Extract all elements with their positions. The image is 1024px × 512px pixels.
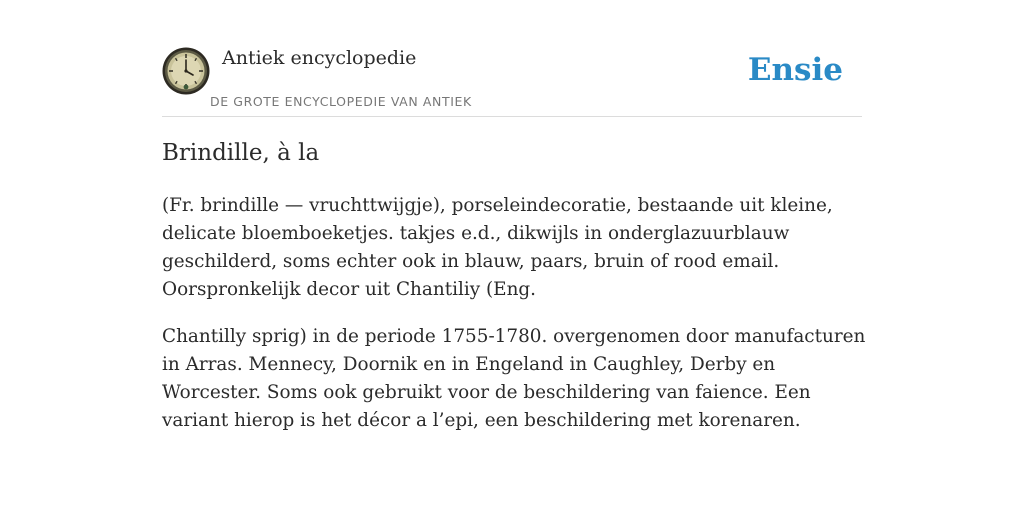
brand-logo[interactable]: Ensie xyxy=(747,52,843,88)
article-body xyxy=(162,192,872,454)
site-header xyxy=(162,44,862,117)
article-paragraph: (Fr. brindille — vruchttwijgje), porseleindecoratie, bestaande uit kleine, delicate bloemboeketjes. takjes e.d., dikwijls in onderglazuurblauw geschilderd, soms echter ook in blauw, paars, bruin of rood email. Oorspronkelijk decor uit Chantiliy (Eng. xyxy=(162,195,833,300)
article-paragraph: Chantilly sprig) in de periode 1755-1780. overgenomen door manufacturen in Arras. Mennecy, Doornik en in Engeland in Caughley, Derby en Worcester. Soms ook gebruikt voor de beschildering van faience. Een variant hierop is het décor a l’epi, een beschildering met korenaren. xyxy=(162,326,866,431)
article-title: Brindille, à la xyxy=(162,140,320,166)
antique-clock-icon[interactable] xyxy=(162,47,210,95)
encyclopedia-subtitle: DE GROTE ENCYCLOPEDIE VAN ANTIEK xyxy=(210,94,472,109)
encyclopedia-title[interactable]: Antiek encyclopedie xyxy=(222,47,417,69)
